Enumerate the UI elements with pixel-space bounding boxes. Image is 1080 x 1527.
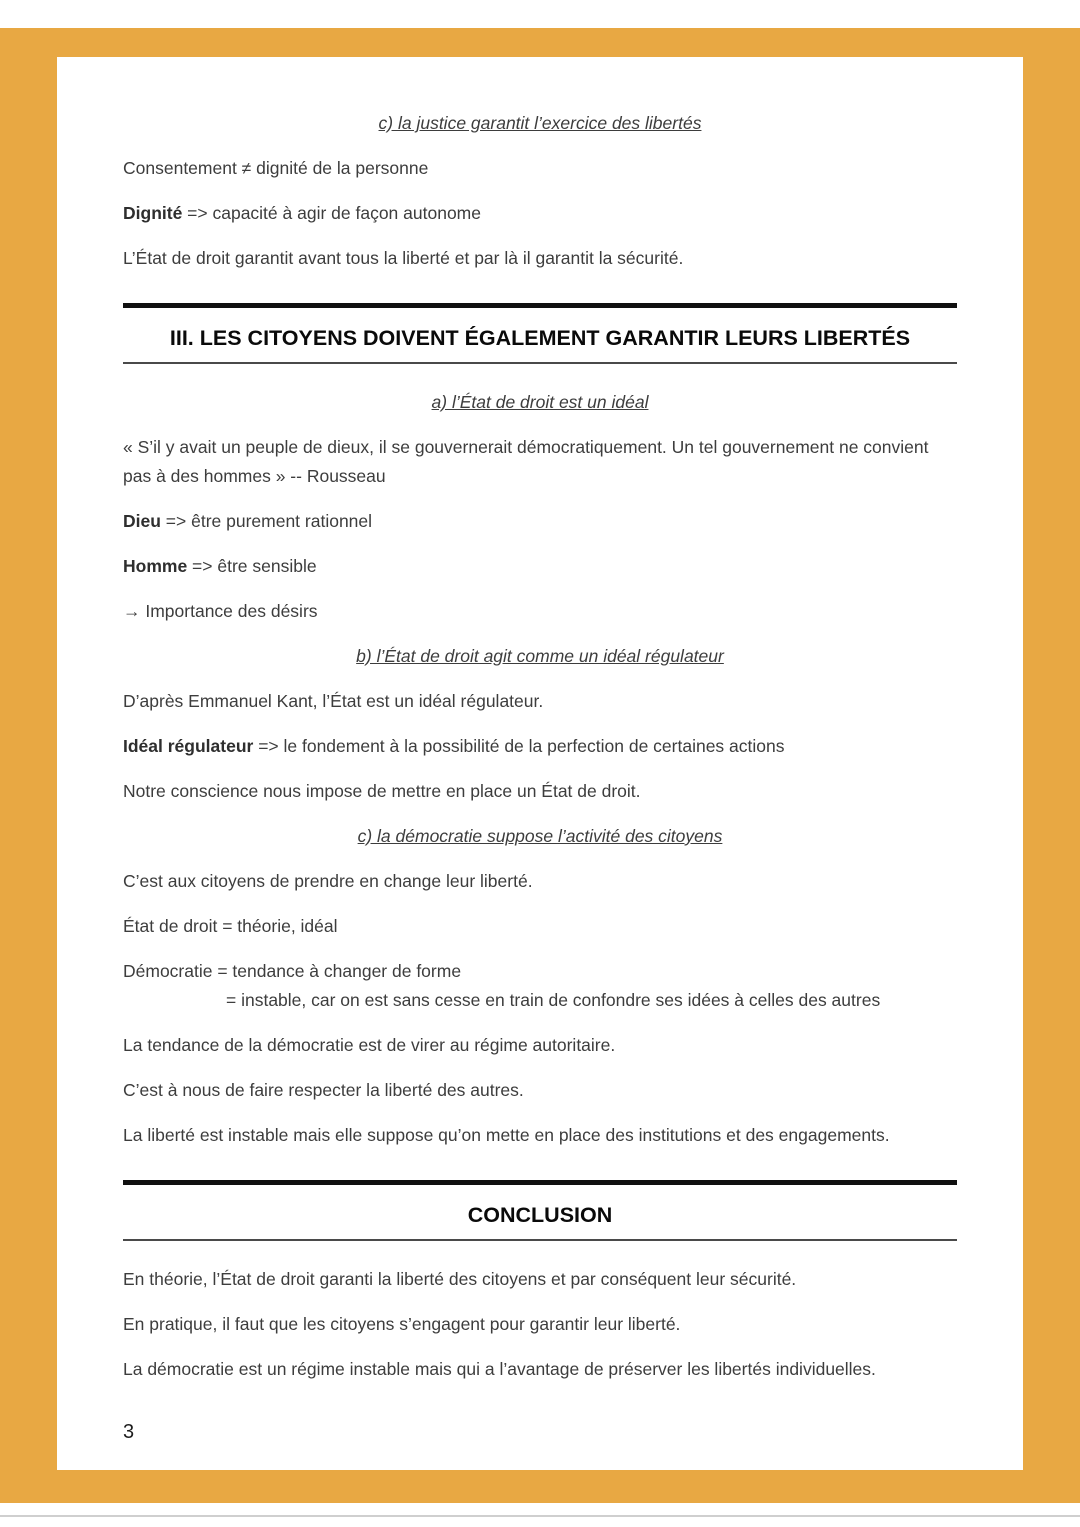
subheading-etat-ideal: a) l’État de droit est un idéal [431, 392, 649, 412]
paragraph-etat-garantit: L’État de droit garantit avant tous la liberté et par là il garantit la sécurité. [123, 248, 684, 268]
subheading-ideal-regulateur: b) l’État de droit agit comme un idéal régulateur [356, 646, 724, 666]
term-dignite: Dignité [123, 203, 183, 223]
conclusion-rule-bottom [123, 1239, 957, 1241]
conclusion-paragraph-theorie: En théorie, l’État de droit garanti la liberté des citoyens et par conséquent leur sécurité. [123, 1269, 797, 1289]
conclusion-paragraph-pratique: En pratique, il faut que les citoyens s’engagent pour garantir leur liberté. [123, 1314, 681, 1334]
definition-dieu-text: => être purement rationnel [160, 511, 373, 531]
paragraph-liberte-instable: La liberté est instable mais elle suppose qu’on mette en place des institutions et des engagements. [123, 1125, 890, 1145]
paragraph-respecter-liberte: C’est à nous de faire respecter la liberté des autres. [123, 1080, 524, 1100]
term-ideal-regulateur: Idéal régulateur [123, 736, 254, 756]
quote-rousseau: « S’il y avait un peuple de dieux, il se gouvernerait démocratiquement. Un tel gouvernement ne convient pas à des hommes » -- Rousseau [123, 437, 929, 486]
section-3-title: III. LES CITOYENS DOIVENT ÉGALEMENT GARANTIR LEURS LIBERTÉS [169, 326, 911, 350]
paragraph-etat-theorie: État de droit = théorie, idéal [123, 916, 338, 936]
conclusion-paragraph-regime: La démocratie est un régime instable mais qui a l’avantage de préserver les libertés individuelles. [123, 1359, 876, 1379]
definition-dignite-text: => capacité à agir de façon autonome [182, 203, 481, 223]
paragraph-regime-autoritaire: La tendance de la démocratie est de virer au régime autoritaire. [123, 1035, 616, 1055]
paragraph-consentement: Consentement ≠ dignité de la personne [123, 158, 429, 178]
paragraph-citoyens-liberte: C’est aux citoyens de prendre en change leur liberté. [123, 871, 533, 891]
section-3-header [123, 303, 957, 364]
definition-ideal-regulateur [123, 732, 957, 761]
definition-homme [123, 552, 957, 581]
paragraph-kant: D’après Emmanuel Kant, l’État est un idéal régulateur. [123, 691, 544, 711]
term-dieu: Dieu [123, 511, 161, 531]
subheading-justice-libertes: c) la justice garantit l’exercice des libertés [378, 113, 702, 133]
democratie-line-2: = instable, car on est sans cesse en train de confondre ses idées à celles des autres [226, 990, 881, 1010]
paragraph-democratie-tendance [123, 957, 957, 1015]
conclusion-title: CONCLUSION [467, 1203, 613, 1227]
paragraph-conscience: Notre conscience nous impose de mettre en place un État de droit. [123, 781, 641, 801]
document-page [57, 57, 1023, 1470]
democratie-line-1: Démocratie = tendance à changer de forme [123, 961, 462, 981]
definition-ideal-regulateur-text: => le fondement à la possibilité de la perfection de certaines actions [253, 736, 785, 756]
conclusion-rule-top [123, 1180, 957, 1185]
subheading-democratie-activite: c) la démocratie suppose l’activité des citoyens [357, 826, 723, 846]
section-3-rule-bottom [123, 362, 957, 364]
definition-homme-text: => être sensible [187, 556, 317, 576]
conclusion-header [123, 1180, 957, 1241]
bottom-hairline [0, 1515, 1080, 1517]
definition-dignite [123, 199, 957, 228]
term-homme: Homme [123, 556, 188, 576]
section-3-rule-top [123, 303, 957, 308]
definition-dieu [123, 507, 957, 536]
page-number: 3 [123, 1421, 135, 1443]
arrow-note-desirs: → Importance des désirs [123, 601, 318, 621]
